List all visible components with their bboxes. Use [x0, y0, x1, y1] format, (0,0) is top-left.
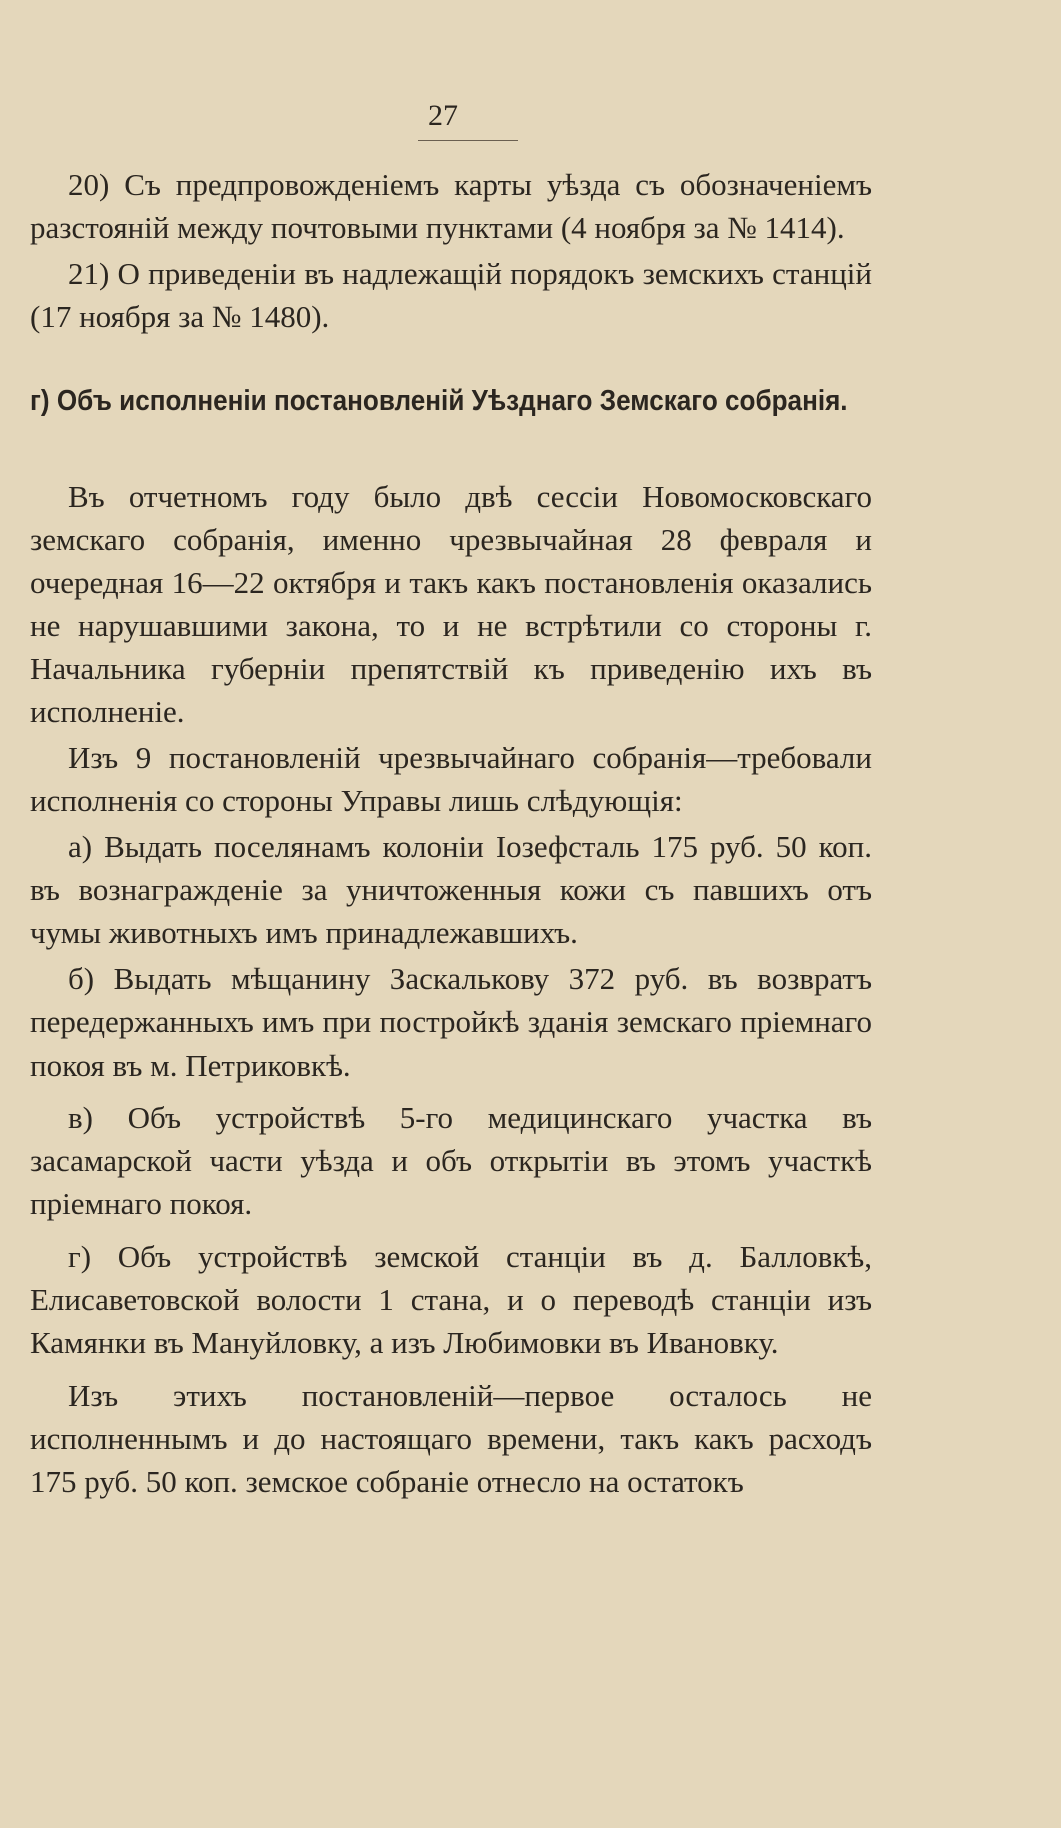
page-number-rule	[418, 140, 518, 141]
closing-paragraph: Изъ этихъ постановленій—первое осталось не исполненнымъ и до настоящаго времени, такъ какъ расходъ 175 руб. 50 коп. земское собраніе отнесло на остатокъ	[30, 1377, 872, 1500]
list-item: 20) Съ предпровожденіемъ карты уѣзда съ обозначеніемъ разстояній между почтовыми пунктами (4 ноября за № 1414).	[30, 167, 872, 245]
list-intro-paragraph: Изъ 9 постановленій чрезвычайнаго собранія—требовали исполненія со стороны Управы лишь слѣдующія:	[30, 740, 872, 818]
section-heading: г) Объ исполненіи постановленій Уѣзднаго Земскаго собранія.	[30, 385, 848, 417]
resolution-item: г) Объ устройствѣ земской станціи въ д. Балловкѣ, Елисаветовской волости 1 стана, и о переводѣ станціи изъ Камянки въ Мануйловку, а изъ Любимовки въ Ивановку.	[30, 1238, 872, 1361]
page-text	[30, 163, 872, 1504]
resolution-item: в) Объ устройствѣ 5-го медицинскаго участка въ засамарской части уѣзда и объ открытіи въ этомъ участкѣ пріемнаго покоя.	[30, 1099, 872, 1222]
resolution-item: б) Выдать мѣщанину Заскалькову 372 руб. въ возвратъ передержанныхъ имъ при постройкѣ зданія земскаго пріемнаго покоя въ м. Петриковкѣ.	[30, 961, 872, 1083]
list-item: 21) О приведеніи въ надлежащій порядокъ земскихъ станцій (17 ноября за № 1480).	[30, 256, 872, 334]
resolution-item: а) Выдать поселянамъ колоніи Іозефсталь 175 руб. 50 коп. въ вознагражденіе за уничтоженныя кожи съ павшихъ отъ чумы животныхъ имъ принадлежавшихъ.	[30, 829, 872, 950]
intro-paragraph: Въ отчетномъ году было двѣ сессіи Новомосковскаго земскаго собранія, именно чрезвычайная 28 февраля и очередная 16—22 октября и такъ какъ постановленія оказались не нарушавшими закона, то и не встрѣтили со стороны г. Начальника губерніи препятствій къ приведенію ихъ въ исполненіе.	[30, 479, 872, 729]
page-number: 27	[428, 99, 458, 132]
